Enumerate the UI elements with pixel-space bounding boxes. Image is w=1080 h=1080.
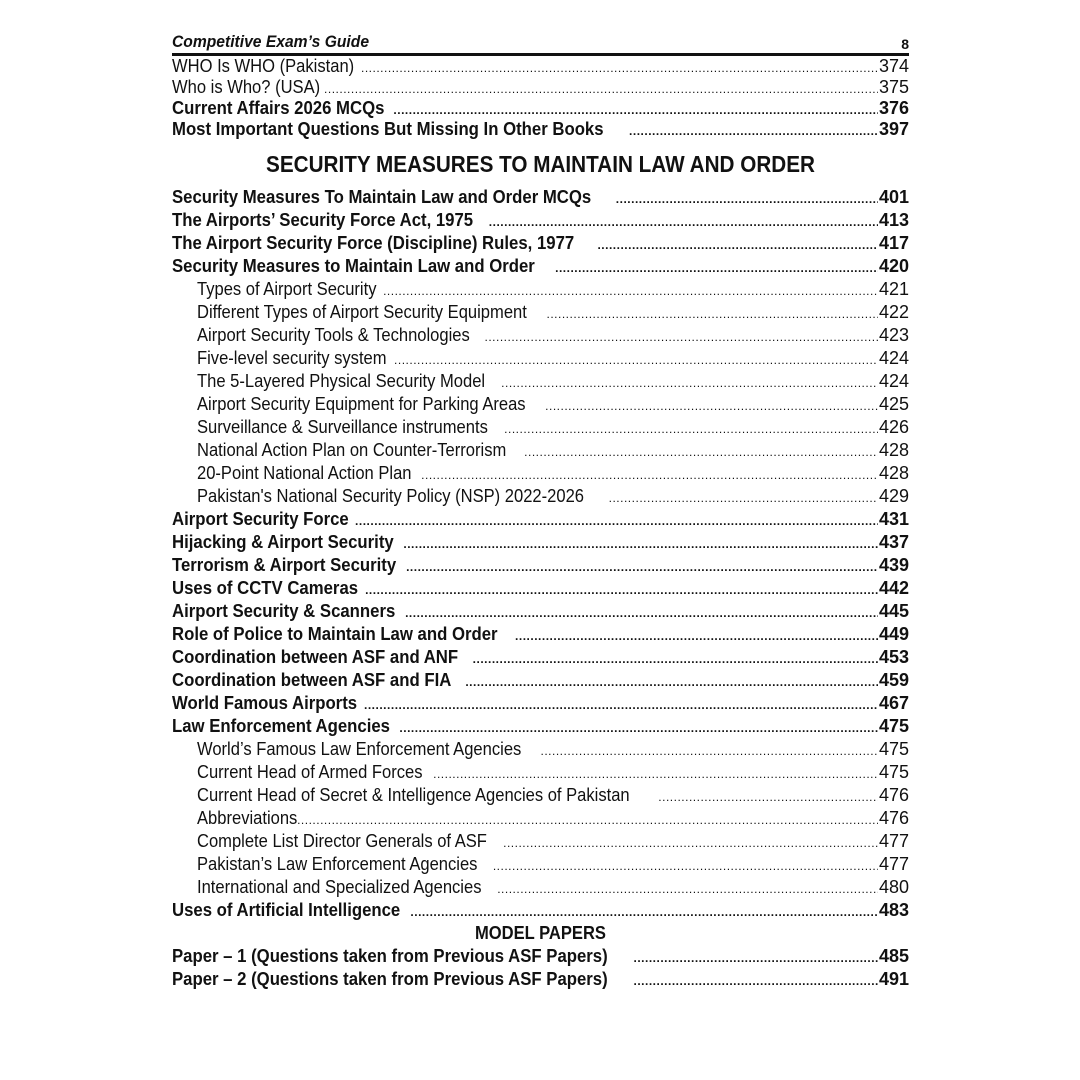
dot-leader — [406, 556, 878, 577]
dot-leader — [504, 418, 878, 439]
toc-entry — [172, 508, 909, 531]
toc-entry-page: 480 — [878, 877, 909, 897]
toc-entry-title: Uses of CCTV Cameras — [172, 578, 359, 598]
toc-entry-title: World’s Famous Law Enforcement Agencies — [197, 739, 522, 759]
dot-leader — [515, 625, 878, 646]
toc-entry-page: 453 — [878, 647, 909, 667]
toc-entry-page: 413 — [878, 210, 909, 230]
toc-entry — [172, 600, 909, 623]
toc-entry-page: 467 — [878, 693, 909, 713]
dot-leader — [633, 947, 877, 968]
toc-entry-page: 397 — [878, 119, 909, 139]
toc-entry-page: 477 — [878, 831, 909, 851]
toc-entry — [172, 209, 909, 232]
toc-entry-title: Surveillance & Surveillance instruments — [197, 417, 488, 437]
toc-subentry — [172, 370, 909, 393]
toc-entry-title: Types of Airport Security — [197, 279, 377, 299]
dot-leader — [501, 372, 878, 393]
toc-entry-title: The 5-Layered Physical Security Model — [197, 371, 486, 391]
toc-subentry — [172, 301, 909, 324]
toc-entry-page: 429 — [878, 486, 909, 506]
toc-top-list — [172, 56, 909, 140]
toc-entry-page: 422 — [878, 302, 909, 322]
dot-leader — [547, 303, 878, 324]
toc-entry-title: Hijacking & Airport Security — [172, 532, 394, 552]
dot-leader — [497, 878, 878, 899]
toc-entry-title: Current Head of Armed Forces — [197, 762, 423, 782]
toc-entry-title: International and Specialized Agencies — [197, 877, 482, 897]
toc-entry-page: 476 — [878, 808, 909, 828]
dot-leader — [493, 855, 878, 876]
toc-entry-page: 375 — [878, 77, 909, 97]
toc-entry — [172, 715, 909, 738]
dot-leader — [405, 602, 878, 623]
toc-subentry — [172, 416, 909, 439]
dot-leader — [633, 970, 877, 991]
toc-entry-title: Coordination between ASF and ANF — [172, 647, 459, 667]
dot-leader — [324, 79, 878, 98]
dot-leader — [658, 786, 878, 807]
toc-subentry — [172, 324, 909, 347]
toc-section-list — [172, 186, 909, 922]
toc-entry — [172, 119, 909, 140]
toc-entry-title: Who is Who? (USA) — [172, 77, 321, 97]
toc-entry-page: 442 — [878, 578, 909, 598]
toc-entry-page: 483 — [878, 900, 909, 920]
toc-entry — [172, 554, 909, 577]
toc-entry-page: 475 — [878, 716, 909, 736]
toc-entry-page: 477 — [878, 854, 909, 874]
toc-entry-title: 20-Point National Action Plan — [197, 463, 412, 483]
toc-entry-page: 417 — [878, 233, 909, 253]
toc-entry-page: 431 — [878, 509, 909, 529]
dot-leader — [541, 740, 878, 761]
dot-leader — [503, 832, 878, 853]
toc-entry-title: Pakistan's National Security Policy (NSP) 2022-2026 — [197, 486, 584, 506]
toc-entry-page: 376 — [878, 98, 909, 118]
toc-entry-page: 424 — [878, 348, 909, 368]
toc-entry-title: Airport Security Equipment for Parking Areas — [197, 394, 526, 414]
toc-entry — [172, 646, 909, 669]
dot-leader — [361, 58, 878, 77]
toc-entry — [172, 232, 909, 255]
page-number: 8 — [901, 36, 909, 52]
toc-entry-title: Security Measures To Maintain Law and Order MCQs — [172, 187, 592, 207]
toc-entry — [172, 692, 909, 715]
dot-leader — [364, 694, 878, 715]
toc-entry-title: Security Measures to Maintain Law and Order — [172, 256, 535, 276]
toc-entry — [172, 623, 909, 646]
section-heading: SECURITY MEASURES TO MAINTAIN LAW AND ORDER — [266, 151, 815, 177]
dot-leader — [297, 809, 878, 830]
toc-page — [172, 30, 909, 991]
dot-leader — [545, 395, 878, 416]
toc-entry — [172, 945, 909, 968]
toc-entry-title: Law Enforcement Agencies — [172, 716, 390, 736]
toc-entry-title: Complete List Director Generals of ASF — [197, 831, 487, 851]
toc-entry — [172, 56, 909, 77]
dot-leader — [524, 441, 878, 462]
toc-entry-page: 439 — [878, 555, 909, 575]
toc-entry-page: 423 — [878, 325, 909, 345]
dot-leader — [383, 280, 878, 301]
toc-entry-title: Airport Security Tools & Technologies — [197, 325, 470, 345]
toc-entry-title: Paper – 2 (Questions taken from Previous ASF Papers) — [172, 969, 608, 989]
toc-entry-page: 420 — [878, 256, 909, 276]
toc-entry-page: 374 — [878, 56, 909, 76]
toc-entry-title: Pakistan’s Law Enforcement Agencies — [197, 854, 478, 874]
dot-leader — [393, 100, 878, 119]
toc-entry — [172, 186, 909, 209]
dot-leader — [629, 121, 878, 140]
toc-subentry — [172, 807, 909, 830]
toc-entry-title: Paper – 1 (Questions taken from Previous ASF Papers) — [172, 946, 608, 966]
toc-entry-page: 449 — [878, 624, 909, 644]
dot-leader — [394, 349, 878, 370]
toc-entry-title: Different Types of Airport Security Equipment — [197, 302, 527, 322]
toc-subentry — [172, 462, 909, 485]
toc-entry-title: Most Important Questions But Missing In Other Books — [172, 119, 604, 139]
toc-entry-title: Airport Security & Scanners — [172, 601, 396, 621]
dot-leader — [473, 648, 878, 669]
toc-entry-page: 491 — [878, 969, 909, 989]
toc-entry-title: Role of Police to Maintain Law and Order — [172, 624, 498, 644]
toc-entry-title: Current Affairs 2026 MCQs — [172, 98, 385, 118]
toc-subentry — [172, 853, 909, 876]
toc-subentry — [172, 347, 909, 370]
toc-entry-title: The Airports’ Security Force Act, 1975 — [172, 210, 474, 230]
dot-leader — [609, 487, 878, 508]
toc-entry-title: Five-level security system — [197, 348, 387, 368]
toc-subentry — [172, 784, 909, 807]
toc-subentry — [172, 876, 909, 899]
dot-leader — [433, 763, 878, 784]
dot-leader — [365, 579, 878, 600]
toc-subentry — [172, 738, 909, 761]
toc-entry — [172, 577, 909, 600]
toc-entry-page: 421 — [878, 279, 909, 299]
toc-entry-title: World Famous Airports — [172, 693, 358, 713]
toc-entry-title: Uses of Artificial Intelligence — [172, 900, 401, 920]
toc-entry-page: 401 — [878, 187, 909, 207]
toc-entry — [172, 968, 909, 991]
toc-subentry — [172, 485, 909, 508]
dot-leader — [410, 901, 878, 922]
dot-leader — [616, 188, 878, 209]
toc-model-list — [172, 945, 909, 991]
toc-subentry — [172, 393, 909, 416]
toc-entry-page: 476 — [878, 785, 909, 805]
toc-entry-title: WHO Is WHO (Pakistan) — [172, 56, 355, 76]
dot-leader — [421, 464, 878, 485]
toc-subentry — [172, 761, 909, 784]
toc-entry-page: 424 — [878, 371, 909, 391]
toc-entry — [172, 899, 909, 922]
dot-leader — [465, 671, 878, 692]
book-title: Competitive Exam’s Guide — [172, 32, 370, 51]
toc-entry-title: Terrorism & Airport Security — [172, 555, 397, 575]
dot-leader — [597, 234, 877, 255]
toc-entry-page: 459 — [878, 670, 909, 690]
dot-leader — [403, 533, 878, 554]
toc-entry — [172, 77, 909, 98]
toc-entry-page: 426 — [878, 417, 909, 437]
toc-subentry — [172, 439, 909, 462]
dot-leader — [555, 257, 878, 278]
toc-entry-page: 428 — [878, 440, 909, 460]
toc-entry-title: Coordination between ASF and FIA — [172, 670, 452, 690]
model-papers-heading: MODEL PAPERS — [475, 923, 606, 943]
toc-entry-page: 475 — [878, 762, 909, 782]
toc-entry-page: 485 — [878, 946, 909, 966]
toc-entry-page: 437 — [878, 532, 909, 552]
toc-entry-page: 425 — [878, 394, 909, 414]
dot-leader — [485, 326, 878, 347]
toc-entry — [172, 255, 909, 278]
toc-entry-page: 475 — [878, 739, 909, 759]
toc-entry-title: Abbreviations — [197, 808, 298, 828]
toc-entry — [172, 98, 909, 119]
running-header — [172, 30, 909, 56]
toc-entry-title: Airport Security Force — [172, 509, 349, 529]
dot-leader — [355, 510, 878, 531]
toc-entry-page: 445 — [878, 601, 909, 621]
dot-leader — [399, 717, 878, 738]
toc-entry-title: The Airport Security Force (Discipline) Rules, 1977 — [172, 233, 575, 253]
dot-leader — [489, 211, 878, 232]
toc-subentry — [172, 830, 909, 853]
toc-entry — [172, 531, 909, 554]
toc-entry-page: 428 — [878, 463, 909, 483]
toc-entry-title: National Action Plan on Counter-Terrorism — [197, 440, 507, 460]
toc-subentry — [172, 278, 909, 301]
toc-entry-title: Current Head of Secret & Intelligence Agencies of Pakistan — [197, 785, 630, 805]
toc-entry — [172, 669, 909, 692]
